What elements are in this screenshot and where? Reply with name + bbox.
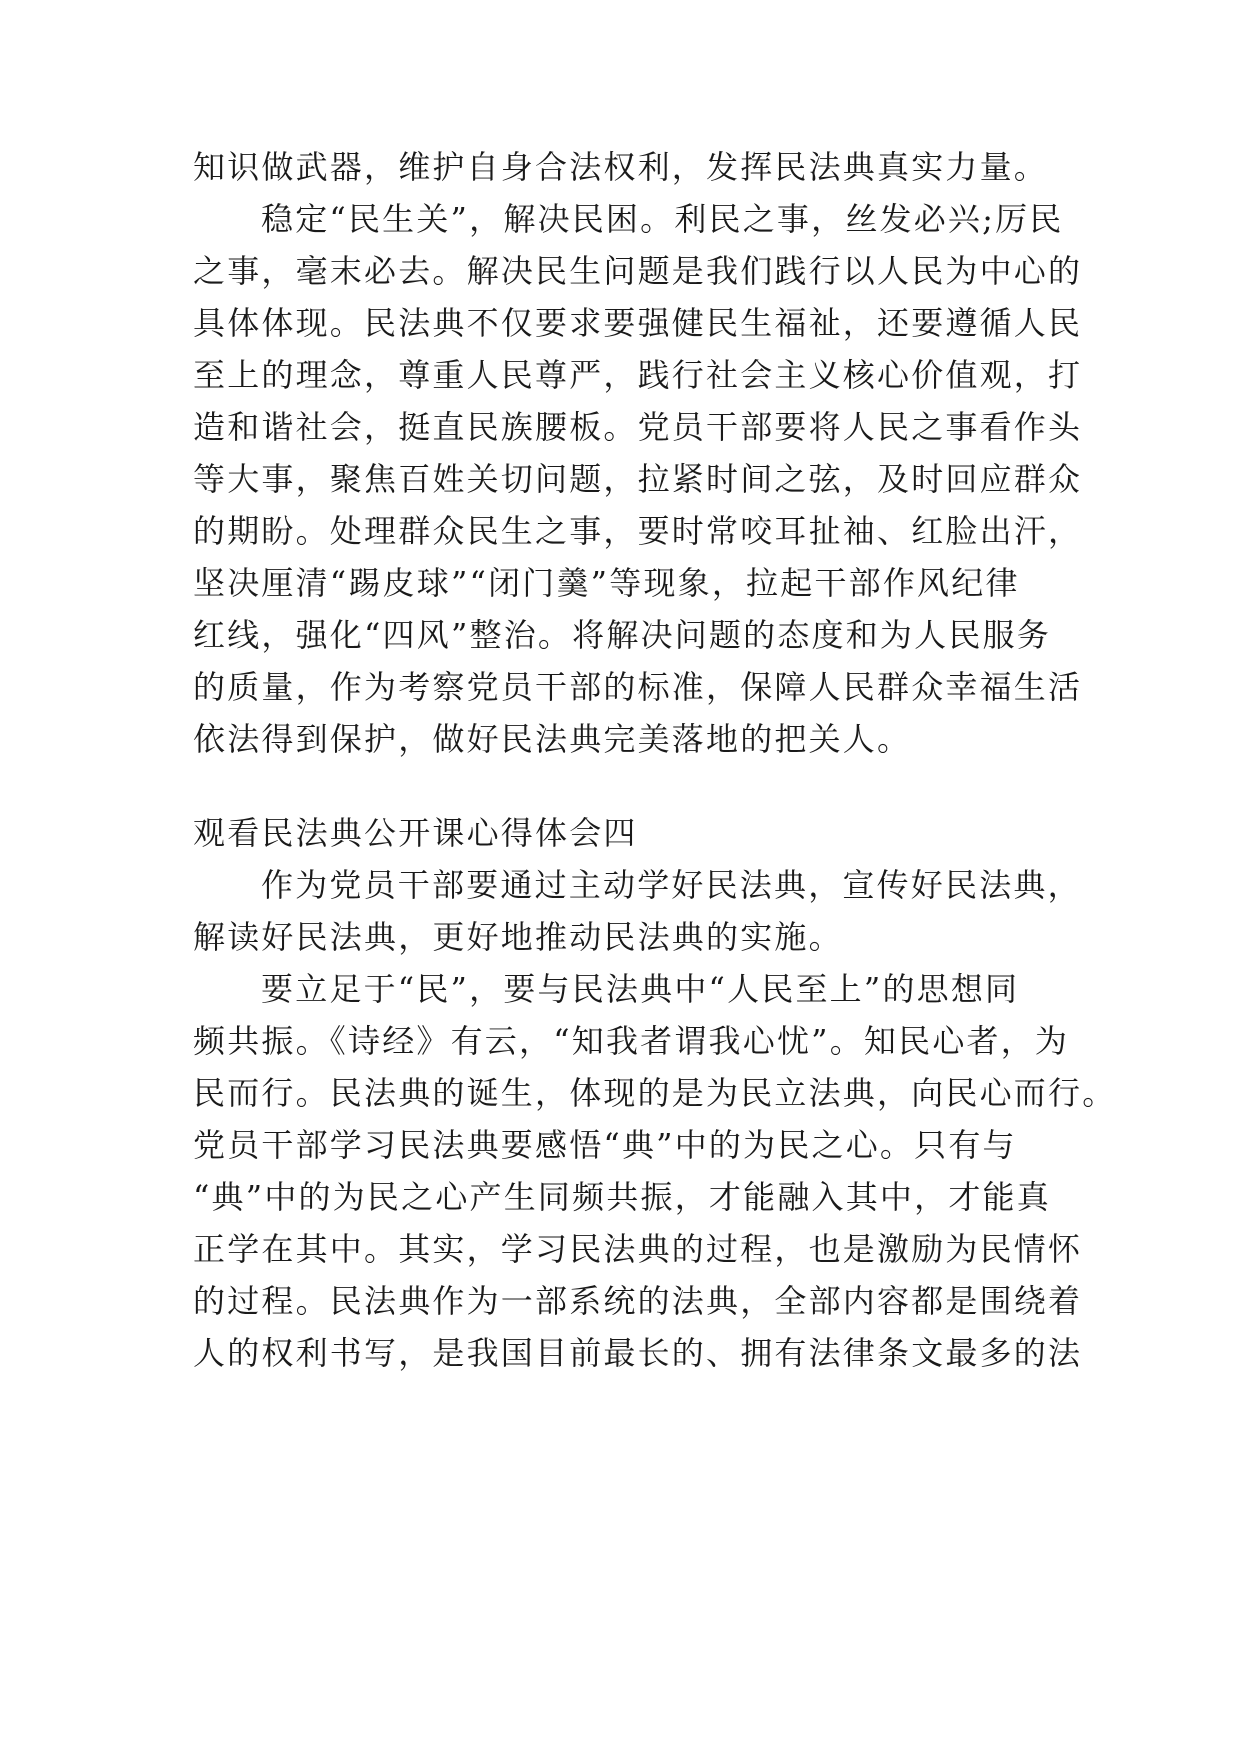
paragraph-line: 造和谐社会，挺直民族腰板。党员干部要将人民之事看作头 [193,408,1083,446]
paragraph-line: 知识做武器，维护自身合法权利，发挥民法典真实力量。 [193,148,1049,186]
paragraph-line: 之事，毫末必去。解决民生问题是我们践行以人民为中心的 [193,252,1083,290]
paragraph-line: 要立足于“民”，要与民法典中“人民至上”的思想同 [261,970,1020,1008]
paragraph-line: 作为党员干部要通过主动学好民法典，宣传好民法典， [261,866,1082,904]
paragraph-line: 坚决厘清“踢皮球”“闭门羹”等现象，拉起干部作风纪律 [193,564,1020,602]
paragraph-line: 的期盼。处理群众民生之事，要时常咬耳扯袖、红脸出汗， [193,512,1083,550]
paragraph-line: 解读好民法典，更好地推动民法典的实施。 [193,918,843,956]
paragraph-line: 正学在其中。其实，学习民法典的过程，也是激励为民情怀 [193,1230,1083,1268]
paragraph-line: 的过程。民法典作为一部系统的法典，全部内容都是围绕着 [193,1282,1083,1320]
paragraph-line: 稳定“民生关”，解决民困。利民之事，丝发必兴;厉民 [261,200,1064,238]
paragraph-line: 等大事，聚焦百姓关切问题，拉紧时间之弦，及时回应群众 [193,460,1083,498]
paragraph-line: “典”中的为民之心产生同频共振，才能融入其中，才能真 [193,1178,1051,1216]
paragraph-line: 至上的理念，尊重人民尊严，践行社会主义核心价值观，打 [193,356,1083,394]
paragraph-line: 民而行。民法典的诞生，体现的是为民立法典，向民心而行。 [193,1074,1117,1112]
section-heading: 观看民法典公开课心得体会四 [193,814,638,852]
paragraph-line: 人的权利书写，是我国目前最长的、拥有法律条文最多的法 [193,1334,1083,1372]
paragraph-line: 依法得到保护，做好民法典完美落地的把关人。 [193,720,912,758]
paragraph-line: 党员干部学习民法典要感悟“典”中的为民之心。只有与 [193,1126,1017,1164]
paragraph-line: 红线，强化“四风”整治。将解决问题的态度和为人民服务 [193,616,1051,654]
paragraph-line: 的质量，作为考察党员干部的标准，保障人民群众幸福生活 [193,668,1083,706]
paragraph-line: 具体体现。民法典不仅要求要强健民生福祉，还要遵循人民 [193,304,1083,342]
paragraph-line: 频共振。《诗经》有云，“知我者谓我心忧”。知民心者，为 [193,1022,1070,1060]
